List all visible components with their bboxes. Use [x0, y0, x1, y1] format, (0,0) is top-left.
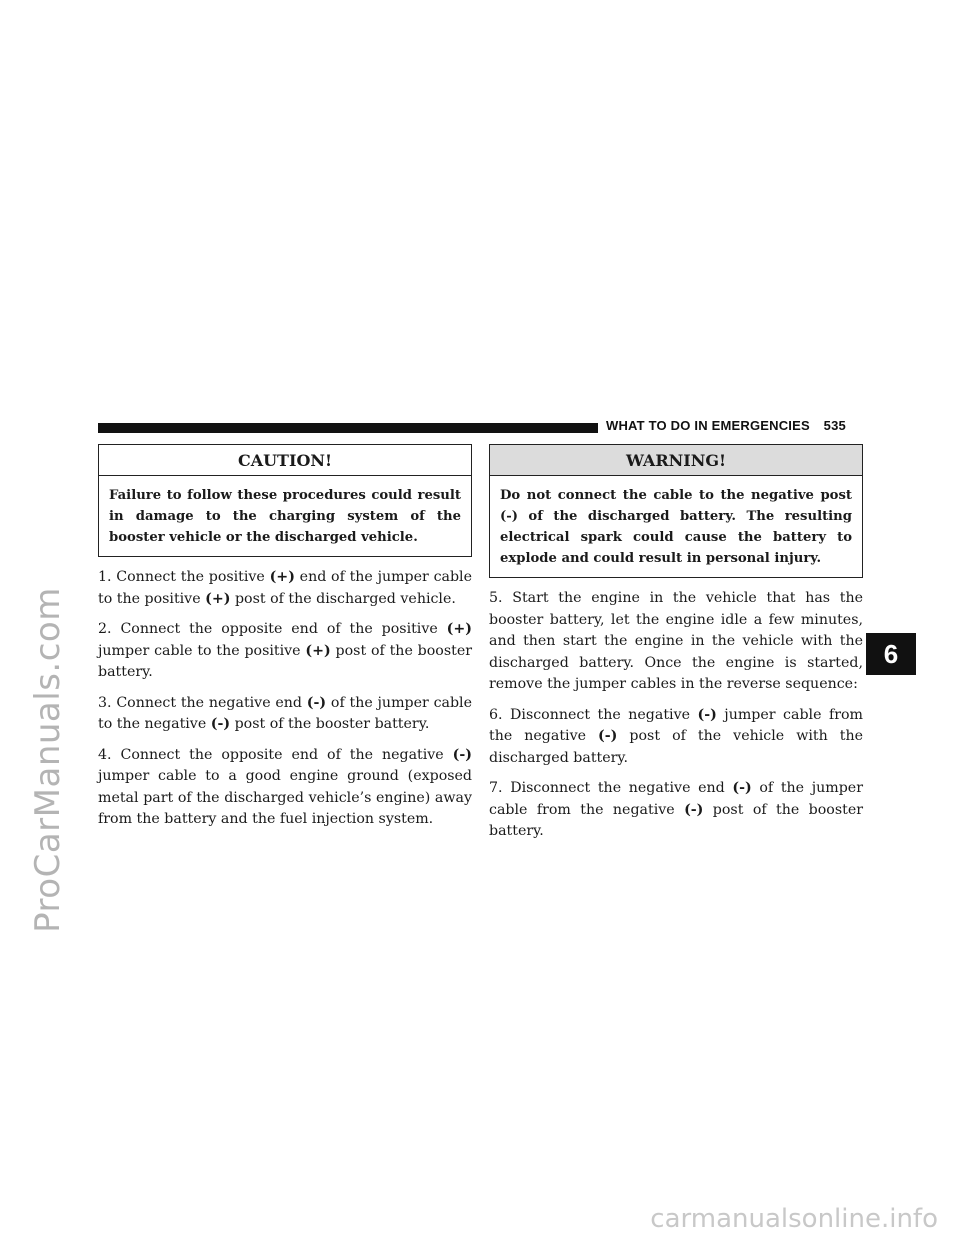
warning-box [489, 444, 863, 578]
right-column [489, 444, 863, 852]
step-6 [489, 705, 863, 770]
step-1-text: post of the discharged vehicle. [230, 590, 456, 607]
step-4-symbol: (-) [452, 746, 472, 763]
step-1 [98, 567, 472, 610]
header-rule [98, 423, 598, 433]
step-7-text: post of the booster battery. [489, 801, 863, 839]
section-title: WHAT TO DO IN EMERGENCIES [606, 418, 810, 433]
step-3-text: of the jumper cable to the negative [98, 694, 472, 732]
step-6-text: jumper cable from the negative [489, 706, 863, 744]
step-3-symbol: (-) [210, 716, 231, 732]
step-2-symbol: (+) [305, 642, 331, 659]
caution-title: CAUTION! [99, 445, 471, 476]
step-4 [98, 745, 472, 831]
step-6-symbol: (-) [697, 706, 717, 723]
warning-body: Do not connect the cable to the negative post (-) of the discharged battery. The resulting electrical spark could cause the battery to explode and could result in personal injury. [500, 488, 852, 566]
step-3-text: 3. Connect the negative end [98, 694, 307, 711]
left-column [98, 444, 472, 840]
side-watermark [0, 0, 90, 1242]
running-header [606, 418, 846, 433]
step-7 [489, 778, 863, 843]
side-watermark-text: ProCarManuals.com [28, 587, 68, 933]
step-7-text: 7. Disconnect the negative end [489, 780, 733, 796]
step-1-text: end of the jumper cable to the positive [98, 569, 472, 607]
step-6-text: 6. Disconnect the negative [489, 706, 698, 723]
step-6-text: post of the vehicle with the discharged battery. [489, 728, 863, 766]
step-7-symbol: (-) [732, 780, 752, 796]
step-4-text: jumper cable to a good engine ground (exposed metal part of the discharged vehicle’s engine) away from the battery and the fuel injection system. [98, 768, 472, 827]
page-number: 535 [823, 418, 846, 433]
warning-title: WARNING! [490, 445, 862, 476]
step-2 [98, 619, 472, 684]
step-4-text: 4. Connect the opposite end of the negative [98, 746, 453, 763]
step-7-symbol: (-) [684, 801, 704, 818]
step-5 [489, 588, 863, 696]
step-3-symbol: (-) [306, 694, 327, 711]
step-2-text: 2. Connect the opposite end of the positive [98, 621, 447, 637]
step-1-symbol: (+) [269, 569, 295, 585]
caution-body: Failure to follow these procedures could result in damage to the charging system of the booster vehicle or the discharged vehicle. [109, 488, 461, 545]
step-3-text: post of the booster battery. [230, 716, 430, 732]
step-2-text: post of the booster battery. [98, 642, 472, 680]
bottom-watermark: carmanualsonline.info [650, 1204, 938, 1234]
step-1-symbol: (+) [205, 590, 231, 607]
step-2-text: jumper cable to the positive [98, 642, 306, 659]
step-2-symbol: (+) [446, 621, 472, 637]
step-6-symbol: (-) [598, 728, 618, 744]
step-1-text: 1. Connect the positive [98, 569, 270, 585]
step-7-text: of the jumper cable from the negative [489, 780, 863, 818]
step-3 [98, 693, 472, 736]
caution-box [98, 444, 472, 557]
chapter-tab: 6 [866, 633, 916, 675]
step-5-text: 5. Start the engine in the vehicle that has the booster battery, let the engine idle a few minutes, and then start the engine in the vehicle with the discharged battery. Once the engine is started, remove the jumper cables in the reverse sequence: [489, 590, 863, 692]
